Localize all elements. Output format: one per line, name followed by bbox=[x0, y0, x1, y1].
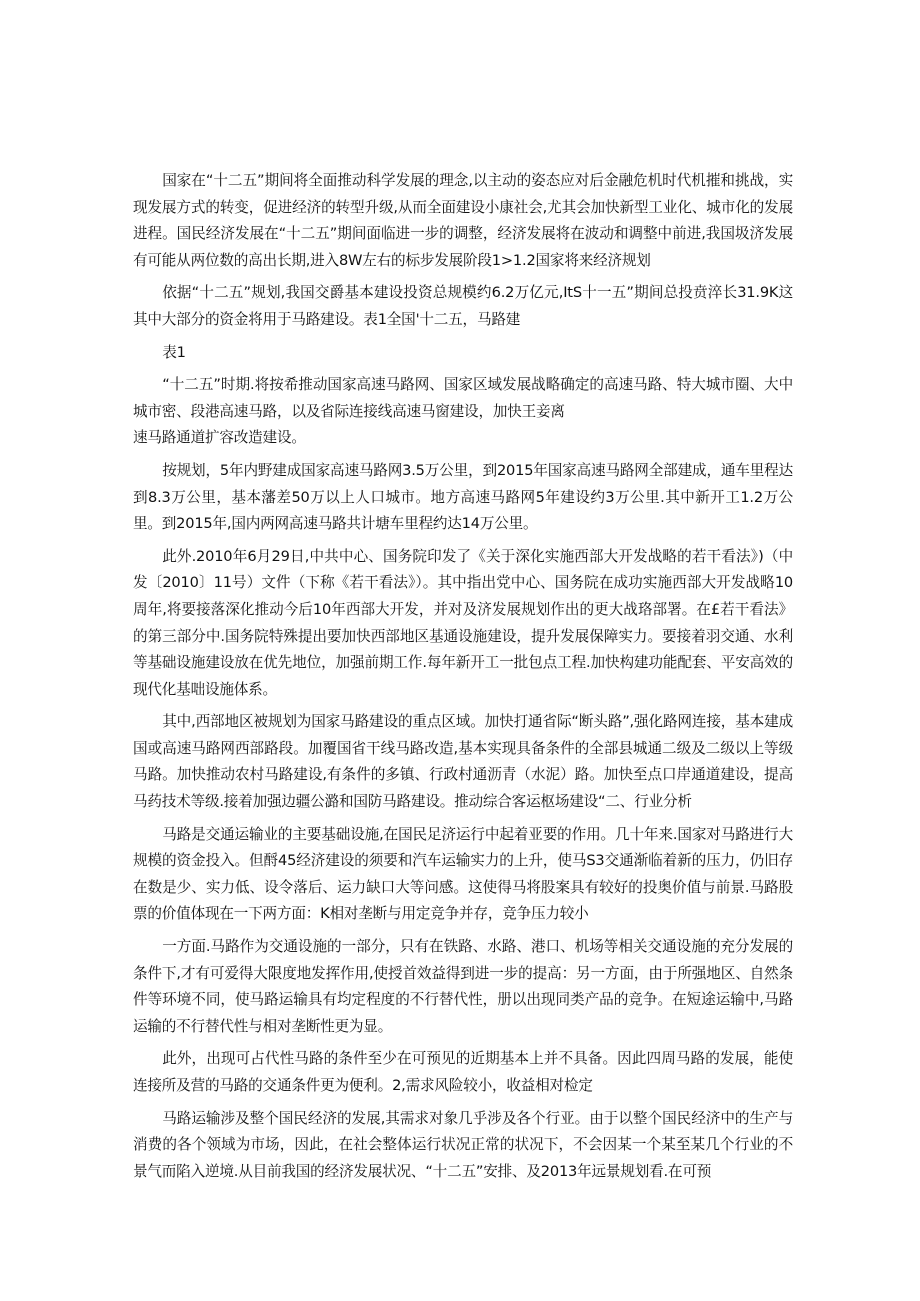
paragraph-western-development: 此外.2010年6月29日,中共中心、国务院印发了《关于深化实施西部大开发战略的若干看法》)（中发〔2010〕11号）文件（下称《若干看法》）。其中指出党中心、国务院在成功实施西部大开发战略10周年,将要接落深化推动今后10年西部大开发，并对及济发展规划作出的更大战珞部署。在£若干看法》的第三部分中.国务院特殊提出要加快西部地区基通设施建设，提升发展保障实力。要接着羽交通、水利等基础设施建设放在优先地位，加强前期工作.每年新开工一批包点工程.加快构建功能配套、平安高效的现代化基咄设施体系。 bbox=[133, 547, 793, 698]
document-body bbox=[133, 168, 793, 1191]
paragraph-planning-targets: 按规划，5年内野建成国家高速马路网3.5万公里，到2015年国家高速马路网全部建成，通车里程达到8.3万公里，基本藩差50万以上人口城市。地方高速马路网5年建设约3万公里.其中新开工1.2万公里。到2015年,国内两网高速马路共计塘车里程约达14万公里。 bbox=[133, 461, 793, 533]
paragraph-irreplaceability: 一方面.马路作为交通设施的一部分，只有在铁路、水路、港口、机场等相关交通设施的充分发展的条件下,才有可爱得大限度地发挥作用,使授首效益得到进一步的提高：另一方面，由于所强地区、自然条件等环境不同，使马路运输具有均定程度的不行替代性，册以出现同类产品的竞争。在短途运输中,马路运输的不行替代性与相对垄断性更为显。 bbox=[133, 938, 793, 1035]
paragraph-low-demand-risk: 此外，出现可占代性马路的条件至少在可预见的近期基本上并不具备。因此四周马路的发展，能使连接所及营的马路的交通条件更为便利。2,需求风险较小，收益相对检定 bbox=[133, 1050, 793, 1094]
paragraph-western-road-focus: 其中,西部地区被规划为国家马路建设的重点区域。加快打通省际“断头路”,强化路网连接，基本建成国或高速马路网西部路段。加覆国省干线马路改造,基本实现具备条件的全部县城通二级及二级以上等级马路。加快推动农村马路建设,有条件的多镇、行政村通沥青（水泥）路。加快至点口岸通道建设，提高马药技术等级.接着加强边疆公潞和国防马路建设。推动综合客运枢场建设“二、行业分析 bbox=[133, 713, 793, 811]
paragraph-investment-plan: 依据“十二五”规划,我国交爵基本建设投资总规模约6.2万亿元,ItS十一五”期间总投贲淬长31.9K这其中大部分的资金将用于马路建设。表1全国'十二五，马路建 bbox=[133, 284, 793, 328]
paragraph-national-economy: 马路运输涉及整个国民经济的发展,其需求对象几乎涉及各个行亚。由于以整个国民经济中的生产与消费的各个领域为市场，因此，在社会整体运行状况正常的状况下，不会因某一个某至某几个行业的不景气而陷入逆境.从目前我国的经济发展状况、“十二五”安排、及2013年远景规划看.在可预 bbox=[133, 1109, 793, 1180]
table-caption: 表1 bbox=[162, 343, 186, 361]
paragraph-industry-analysis: 马路是交通运输业的主要基础设施,在国民足济运行中起着亚要的作用。几十年来.国家对马路进行大规模的资金投入。但酹45经济建设的须要和汽车运输实力的上升，使马S3交通渐临着新的压力，仍旧存在数是少、实力低、设令落后、运力缺口大等问感。这使得马将股案具有较好的投奥价值与前景.马路股票的价值体现在一下两方面：K相对垄断与用定竞争并存，竞争压力较小 bbox=[133, 825, 793, 923]
paragraph-expressway-construction: “十二五”时期.将按希推动国家高速马路网、国家区域发展战略确定的高速马路、特大城市圈、大中城市密、段港高速马路，以及省际连接线高速马窗建设，加快王妾离 bbox=[133, 376, 793, 420]
paragraph-economic-outlook: 国家在“十二五”期间将全面推动科学发展的理念,以主动的姿态应对后金融危机时代机摧和挑战，实现发展方式的转变，促进经济的转型升级,从而全面建设小康社会,尤其会加快新型工业化、城市化的发展进程。国民经济发展在“十二五”期间面临进一步的调整，经济发展将在波动和调整中前进,我国圾济发展有可能从两位数的高出长期,进入8W左右的标步发展阶段1>1.2国家将来经济规划 bbox=[133, 172, 793, 269]
paragraph-expressway-expansion: 速马路通道扩容改造建设。 bbox=[133, 429, 306, 447]
